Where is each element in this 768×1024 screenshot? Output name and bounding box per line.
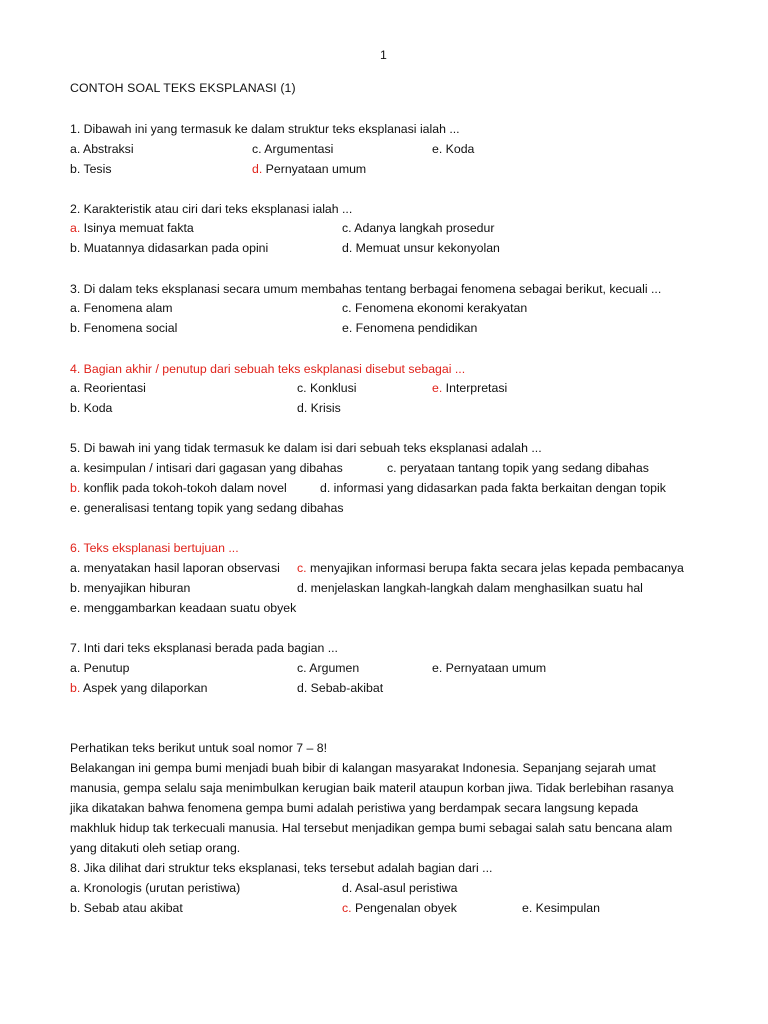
q4-option-e-text: Interpretasi: [442, 381, 508, 395]
q1-option-e: e. Koda: [432, 142, 475, 156]
q2-option-b: b. Muatannya didasarkan pada opini: [70, 241, 269, 255]
q7-option-b: [70, 680, 207, 696]
question-8-stem: 8. Jika dilihat dari struktur teks eksplanasi, teks tersebut adalah bagian dari ...: [70, 861, 493, 875]
q4-option-b: b. Koda: [70, 401, 113, 415]
q2-option-d: d. Memuat unsur kekonyolan: [342, 241, 500, 255]
q8-option-c-text: Pengenalan obyek: [351, 901, 457, 915]
q5-option-c: c. peryataan tantang topik yang sedang dibahas: [387, 461, 649, 475]
q8-option-c: [342, 900, 457, 916]
q6-option-e: e. menggambarkan keadaan suatu obyek: [70, 601, 297, 615]
q8-option-a: a. Kronologis (urutan peristiwa): [70, 881, 241, 895]
q7-option-e: e. Pernyataan umum: [432, 661, 547, 675]
q5-option-a: a. kesimpulan / intisari dari gagasan yang dibahas: [70, 461, 343, 475]
document-title: CONTOH SOAL TEKS EKSPLANASI (1): [70, 81, 296, 95]
answer-marker: d.: [252, 162, 263, 176]
q4-option-a: a. Reorientasi: [70, 381, 146, 395]
q1-option-d-text: Pernyataan umum: [262, 162, 367, 176]
q3-option-e: e. Fenomena pendidikan: [342, 321, 478, 335]
passage-line: jika dikatakan bahwa fenomena gempa bumi adalah peristiwa yang berdampak secara langsung kepada: [70, 801, 639, 815]
q6-option-b: b. menyajikan hiburan: [70, 581, 191, 595]
q1-option-b: b. Tesis: [70, 162, 112, 176]
passage-line: makhluk hidup tak terkecuali manusia. Hal tersebut menjadikan gempa bumi sebagai salah satu bencana alam: [70, 821, 673, 835]
q4-option-c: c. Konklusi: [297, 381, 357, 395]
q1-option-c: c. Argumentasi: [252, 142, 334, 156]
q1-option-a: a. Abstraksi: [70, 142, 134, 156]
q1-option-d: [252, 161, 366, 177]
question-6-stem: 6. Teks eksplanasi bertujuan ...: [70, 541, 239, 555]
passage-line: yang ditakuti oleh setiap orang.: [70, 841, 241, 855]
question-5-stem: 5. Di bawah ini yang tidak termasuk ke dalam isi dari sebuah teks eksplanasi adalah ...: [70, 441, 542, 455]
q5-option-b-text: konflik pada tokoh-tokoh dalam novel: [80, 481, 287, 495]
answer-marker: c.: [297, 561, 307, 575]
q4-option-d: d. Krisis: [297, 401, 341, 415]
q7-option-b-text: Aspek yang dilaporkan: [80, 681, 208, 695]
q6-option-c: [297, 560, 684, 576]
q7-option-c: c. Argumen: [297, 661, 360, 675]
q6-option-c-text: menyajikan informasi berupa fakta secara jelas kepada pembacanya: [306, 561, 684, 575]
question-3-stem: 3. Di dalam teks eksplanasi secara umum membahas tentang berbagai fenomena sebagai berikut, kecuali ...: [70, 282, 662, 296]
question-4-stem: 4. Bagian akhir / penutup dari sebuah teks eskplanasi disebut sebagai ...: [70, 362, 466, 376]
q2-option-c: c. Adanya langkah prosedur: [342, 221, 495, 235]
q4-option-e: [432, 380, 507, 396]
q7-option-d: d. Sebab-akibat: [297, 681, 384, 695]
q3-option-a: a. Fenomena alam: [70, 301, 173, 315]
question-2-stem: 2. Karakteristik atau ciri dari teks eksplanasi ialah ...: [70, 202, 353, 216]
q6-option-a: a. menyatakan hasil laporan observasi: [70, 561, 280, 575]
q5-option-e: e. generalisasi tentang topik yang sedang dibahas: [70, 501, 344, 515]
q8-option-b: b. Sebab atau akibat: [70, 901, 183, 915]
question-1-stem: 1. Dibawah ini yang termasuk ke dalam struktur teks eksplanasi ialah ...: [70, 122, 460, 136]
answer-marker: b.: [70, 681, 81, 695]
answer-marker: a.: [70, 221, 81, 235]
answer-marker: b.: [70, 481, 81, 495]
answer-marker: c.: [342, 901, 352, 915]
q5-option-b: [70, 480, 287, 496]
q7-option-a: a. Penutup: [70, 661, 130, 675]
passage-intro: Perhatikan teks berikut untuk soal nomor 7 – 8!: [70, 741, 328, 755]
page-number: 1: [380, 48, 387, 62]
passage-line: Belakangan ini gempa bumi menjadi buah bibir di kalangan masyarakat Indonesia. Sepanjang sejarah umat: [70, 761, 656, 775]
question-7-stem: 7. Inti dari teks eksplanasi berada pada bagian ...: [70, 641, 338, 655]
answer-marker: e.: [432, 381, 443, 395]
q8-option-d: d. Asal-asul peristiwa: [342, 881, 458, 895]
q2-option-a: [70, 220, 194, 236]
q2-option-a-text: Isinya memuat fakta: [80, 221, 194, 235]
q6-option-d: d. menjelaskan langkah-langkah dalam menghasilkan suatu hal: [297, 581, 643, 595]
q8-option-e: e. Kesimpulan: [522, 901, 600, 915]
q3-option-c: c. Fenomena ekonomi kerakyatan: [342, 301, 528, 315]
q3-option-b: b. Fenomena social: [70, 321, 178, 335]
q5-option-d: d. informasi yang didasarkan pada fakta berkaitan dengan topik: [320, 481, 666, 495]
passage-line: manusia, gempa selalu saja menimbulkan kerugian baik materil ataupun korban jiwa. Tidak berlebihan rasanya: [70, 781, 674, 795]
